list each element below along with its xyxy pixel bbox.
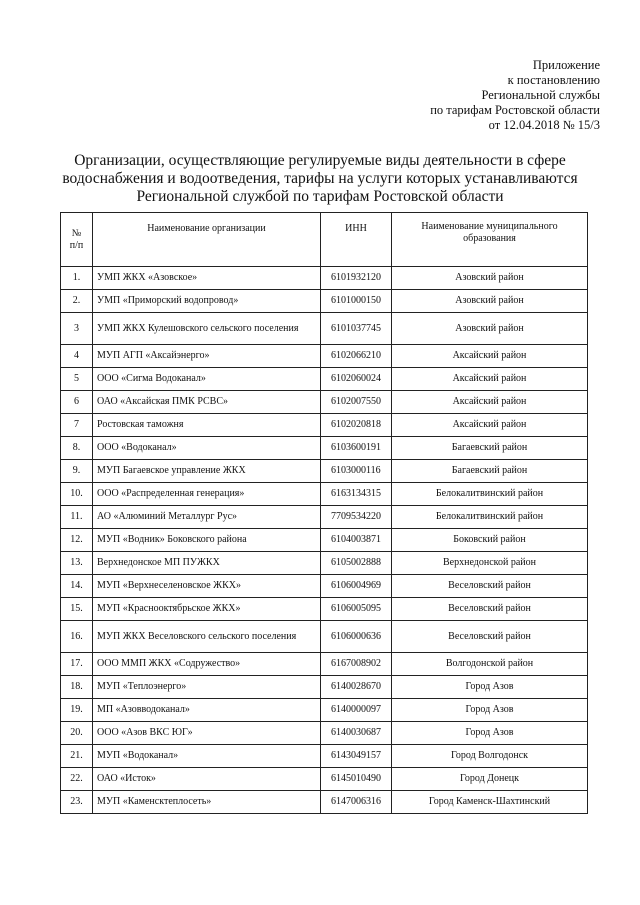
org-name: Ростовская таможня [93,414,321,437]
inn-value: 6102066210 [321,345,392,368]
header-num: № п/п [61,213,93,267]
table-row [61,722,588,745]
row-number: 9. [61,460,93,483]
municipality: Волгодонской район [392,653,588,676]
org-name: УМП ЖКХ «Азовское» [93,267,321,290]
appendix-line: к постановлению [507,73,600,87]
row-number: 16. [61,621,93,653]
appendix-line: от 12.04.2018 № 15/3 [488,118,600,132]
row-number: 10. [61,483,93,506]
inn-value: 6102007550 [321,391,392,414]
org-name: ООО «Водоканал» [93,437,321,460]
inn-value: 6147006316 [321,791,392,814]
inn-value: 6140028670 [321,676,392,699]
row-number: 22. [61,768,93,791]
municipality: Город Азов [392,722,588,745]
organizations-table [60,212,588,814]
table-row [61,506,588,529]
inn-value: 6102060024 [321,368,392,391]
table-row [61,483,588,506]
row-number: 11. [61,506,93,529]
org-name: МУП «Водоканал» [93,745,321,768]
municipality: Аксайский район [392,391,588,414]
municipality: Веселовский район [392,621,588,653]
org-name: МУП «Каменсктеплосеть» [93,791,321,814]
table-row [61,529,588,552]
org-name: ООО «Азов ВКС ЮГ» [93,722,321,745]
org-name: ООО «Сигма Водоканал» [93,368,321,391]
table-row [61,345,588,368]
appendix-line: Приложение [532,58,600,72]
row-number: 8. [61,437,93,460]
table-row [61,768,588,791]
document-title [60,152,580,206]
org-name: УМП «Приморский водопровод» [93,290,321,313]
org-name: МУП «Верхнеселеновское ЖКХ» [93,575,321,598]
title-line: Региональной службой по тарифам Ростовской области [136,188,504,205]
inn-value: 6106005095 [321,598,392,621]
municipality: Багаевский район [392,460,588,483]
table-row [61,791,588,814]
municipality: Город Азов [392,699,588,722]
inn-value: 6102020818 [321,414,392,437]
row-number: 13. [61,552,93,575]
appendix-line: Региональной службы [481,88,600,102]
header-org-name: Наименование организации [93,213,321,267]
municipality: Город Азов [392,676,588,699]
row-number: 4 [61,345,93,368]
table-row [61,552,588,575]
table-row [61,598,588,621]
table-row [61,267,588,290]
municipality: Белокалитвинский район [392,506,588,529]
table-row [61,653,588,676]
org-name: МУП «Водник» Боковского района [93,529,321,552]
row-number: 23. [61,791,93,814]
row-number: 15. [61,598,93,621]
org-name: ОАО «Аксайская ПМК РСВС» [93,391,321,414]
table-row [61,437,588,460]
inn-value: 6167008902 [321,653,392,676]
row-number: 2. [61,290,93,313]
table-row [61,699,588,722]
row-number: 6 [61,391,93,414]
org-name: МП «Азовводоканал» [93,699,321,722]
municipality: Веселовский район [392,575,588,598]
inn-value: 6105002888 [321,552,392,575]
table-row [61,368,588,391]
row-number: 21. [61,745,93,768]
inn-value: 6106000636 [321,621,392,653]
municipality: Азовский район [392,313,588,345]
row-number: 20. [61,722,93,745]
inn-value: 6163134315 [321,483,392,506]
org-name: МУП Багаевское управление ЖКХ [93,460,321,483]
municipality: Азовский район [392,290,588,313]
org-name: МУП «Краснооктябрьское ЖКХ» [93,598,321,621]
municipality: Верхнедонской район [392,552,588,575]
row-number: 1. [61,267,93,290]
table-row [61,460,588,483]
inn-value: 6103600191 [321,437,392,460]
municipality: Белокалитвинский район [392,483,588,506]
municipality: Город Волгодонск [392,745,588,768]
municipality: Город Каменск-Шахтинский [392,791,588,814]
row-number: 7 [61,414,93,437]
org-name: ОАО «Исток» [93,768,321,791]
municipality: Аксайский район [392,368,588,391]
municipality: Город Донецк [392,768,588,791]
org-name: ООО ММП ЖКХ «Содружество» [93,653,321,676]
inn-value: 6106004969 [321,575,392,598]
municipality: Боковский район [392,529,588,552]
table-row [61,745,588,768]
org-name: АО «Алюминий Металлург Рус» [93,506,321,529]
row-number: 3 [61,313,93,345]
municipality: Азовский район [392,267,588,290]
inn-value: 7709534220 [321,506,392,529]
inn-value: 6143049157 [321,745,392,768]
inn-value: 6104003871 [321,529,392,552]
table-row [61,391,588,414]
inn-value: 6101037745 [321,313,392,345]
org-name: МУП АГП «Аксайэнерго» [93,345,321,368]
appendix-line: по тарифам Ростовской области [430,103,600,117]
row-number: 17. [61,653,93,676]
appendix-block [430,58,600,133]
title-line: водоснабжения и водоотведения, тарифы на услуги которых устанавливаются [62,170,578,187]
municipality: Багаевский район [392,437,588,460]
header-municipality: Наименование муниципального образования [392,213,588,267]
inn-value: 6140030687 [321,722,392,745]
table-row [61,290,588,313]
table-header-row [61,213,588,267]
org-name: МУП ЖКХ Веселовского сельского поселения [93,621,321,653]
org-name: МУП «Теплоэнерго» [93,676,321,699]
inn-value: 6103000116 [321,460,392,483]
table-row [61,676,588,699]
row-number: 19. [61,699,93,722]
municipality: Аксайский район [392,414,588,437]
header-inn: ИНН [321,213,392,267]
inn-value: 6145010490 [321,768,392,791]
row-number: 12. [61,529,93,552]
inn-value: 6101000150 [321,290,392,313]
org-name: ООО «Распределенная генерация» [93,483,321,506]
table-row [61,414,588,437]
table-body [61,267,588,814]
row-number: 5 [61,368,93,391]
table-row [61,575,588,598]
inn-value: 6101932120 [321,267,392,290]
municipality: Веселовский район [392,598,588,621]
title-line: Организации, осуществляющие регулируемые виды деятельности в сфере [74,152,566,169]
org-name: Верхнедонское МП ПУЖКХ [93,552,321,575]
row-number: 14. [61,575,93,598]
municipality: Аксайский район [392,345,588,368]
table-row [61,313,588,345]
table-row [61,621,588,653]
org-name: УМП ЖКХ Кулешовского сельского поселения [93,313,321,345]
row-number: 18. [61,676,93,699]
inn-value: 6140000097 [321,699,392,722]
